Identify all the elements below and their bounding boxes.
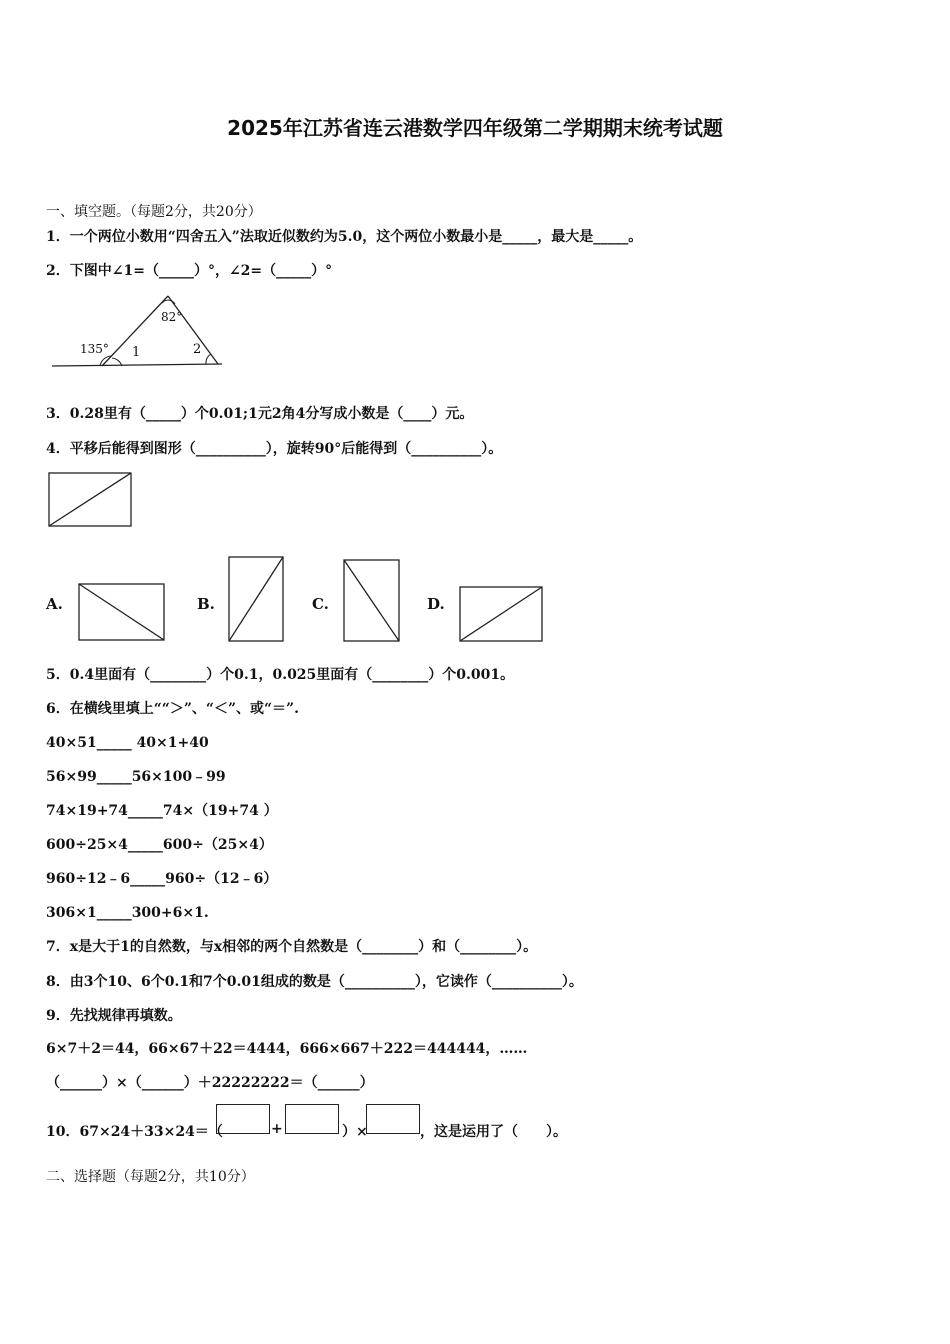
question-5: 5．0.4里面有（________）个0.1，0.025里面有（________）个0.001。 <box>46 667 515 683</box>
section-heading-choice: 二、选择题（每题2分，共10分） <box>46 1169 255 1185</box>
option-b-label: B. <box>197 595 215 613</box>
q6-item: 600÷25×4_____600÷（25×4） <box>46 837 273 853</box>
q10-start: 10．67×24＋33×24＝（ <box>46 1124 223 1140</box>
option-d-shape <box>460 587 542 641</box>
angle-label-2: 2 <box>193 342 202 357</box>
question-3: 3．0.28里有（_____）个0.01;1元2角4分写成小数是（____）元。 <box>46 406 474 422</box>
angle-label-1: 1 <box>132 345 141 360</box>
option-a-shape <box>79 584 164 640</box>
q9-pattern: 6×7＋2＝44，66×67＋22＝4444，666×667＋222＝444444，…… <box>46 1041 528 1057</box>
question-1: 1．一个两位小数用“四舍五入”法取近似数约为5.0，这个两位小数最小是_____，最大是_____。 <box>46 229 643 245</box>
option-c-label: C. <box>312 595 329 613</box>
question-4: 4．平移后能得到图形（__________），旋转90°后能得到（__________）。 <box>46 441 503 457</box>
q10-end: ，这是运用了（ ）。 <box>420 1124 567 1140</box>
question-8: 8．由3个10、6个0.1和7个0.01组成的数是（__________），它读作（__________）。 <box>46 974 583 990</box>
option-d-label: D. <box>427 595 445 613</box>
page-title: 2025年江苏省连云港数学四年级第二学期期末统考试题 <box>227 116 723 140</box>
q10-answer-box-2[interactable] <box>285 1104 339 1134</box>
question-2: 2．下图中∠1=（_____）°，∠2=（_____）° <box>46 263 333 279</box>
q6-item: 56×99_____56×100﹣99 <box>46 769 226 785</box>
q10-answer-box-3[interactable] <box>366 1104 420 1134</box>
option-c-shape <box>344 560 399 641</box>
q10-answer-box-1[interactable] <box>216 1104 270 1134</box>
question-7: 7．x是大于1的自然数，与x相邻的两个自然数是（________）和（________）。 <box>46 939 538 955</box>
q6-item: 74×19+74_____74×（19+74 ） <box>46 803 278 819</box>
option-b-shape <box>229 557 283 641</box>
original-rectangle <box>49 473 131 526</box>
q10-paren-close: ）× <box>342 1124 368 1140</box>
angle-label-82: 82° <box>161 310 183 324</box>
question-6: 6．在横线里填上““＞”、“＜”、或“＝”. <box>46 701 299 717</box>
section-heading-fill-blanks: 一、填空题。（每题2分，共20分） <box>46 204 262 220</box>
q6-item: 306×1_____300+6×1. <box>46 905 209 921</box>
angle-label-135: 135° <box>80 342 109 356</box>
question-9: 9．先找规律再填数。 <box>46 1008 182 1024</box>
option-a-label: A. <box>46 595 63 613</box>
q9-blank: （______）×（______）＋22222222＝（______） <box>46 1075 374 1091</box>
q6-item: 40×51_____ 40×1+40 <box>46 735 209 751</box>
q10-plus: + <box>271 1121 283 1137</box>
q6-item: 960÷12﹣6_____960÷（12﹣6） <box>46 871 278 887</box>
